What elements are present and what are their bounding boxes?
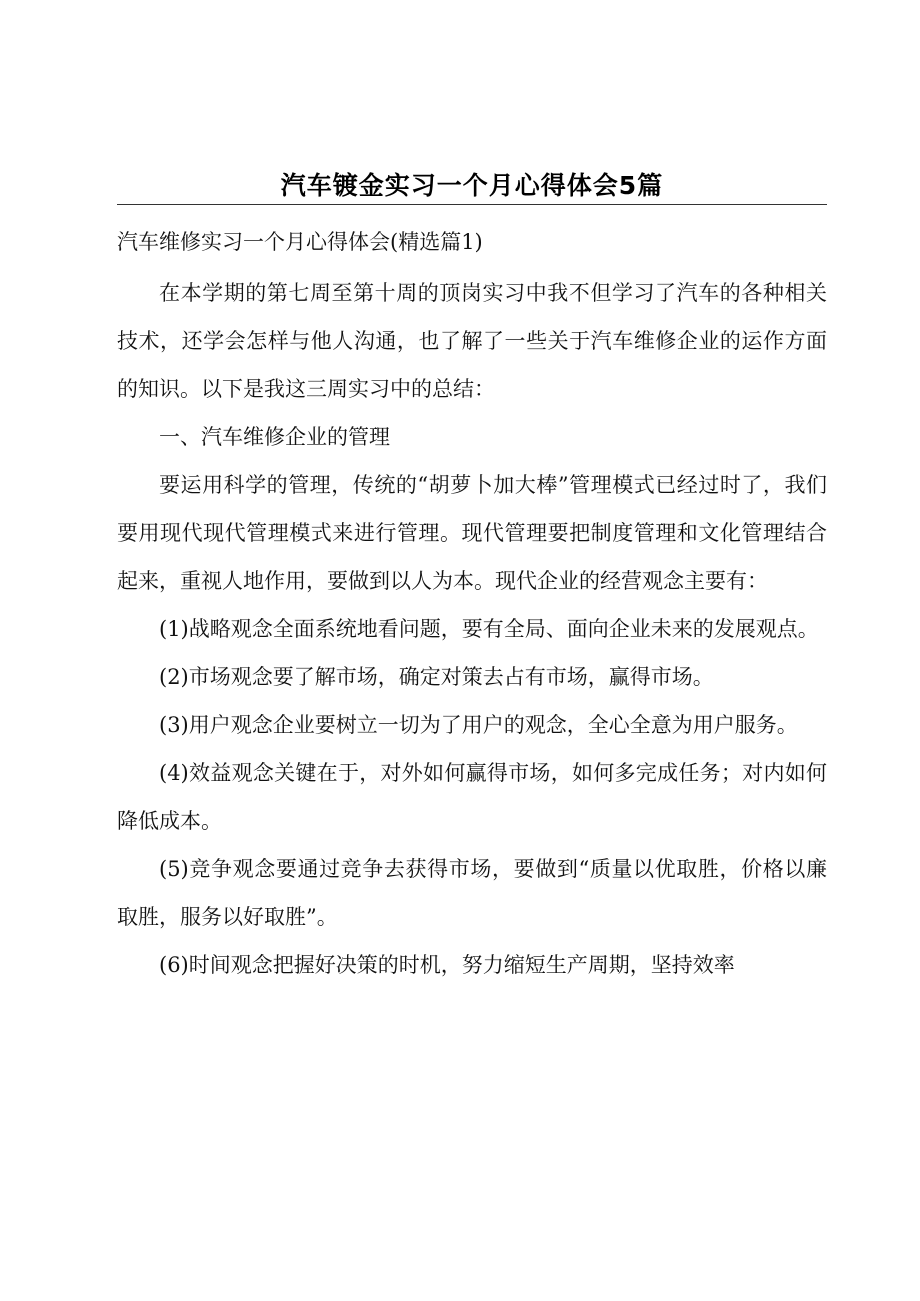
intro-paragraph: 在本学期的第七周至第十周的顶岗实习中我不但学习了汽车的各种相关技术，还学会怎样与他人沟通，也了解了一些关于汽车维修企业的运作方面的知识。以下是我这三周实习中的总结： xyxy=(117,281,827,401)
concept-market: (2)市场观念要了解市场，确定对策去占有市场，赢得市场。 xyxy=(159,665,714,689)
document-body xyxy=(117,220,827,989)
concept-benefit: (4)效益观念关键在于，对外如何赢得市场，如何多完成任务；对内如何降低成本。 xyxy=(117,761,827,833)
title-underline-rule xyxy=(117,204,827,205)
management-paragraph: 要运用科学的管理，传统的“胡萝卜加大棒”管理模式已经过时了，我们要用现代现代管理模式来进行管理。现代管理要把制度管理和文化管理结合起来，重视人地作用，要做到以人为本。现代企业的经营观念主要有： xyxy=(117,473,827,593)
section-heading-management: 一、汽车维修企业的管理 xyxy=(159,425,390,449)
concept-time: (6)时间观念把握好决策的时机，努力缩短生产周期，坚持效率 xyxy=(159,953,735,977)
document-title: 汽车镀金实习一个月心得体会5篇 xyxy=(280,171,664,200)
article-subtitle: 汽车维修实习一个月心得体会(精选篇1) xyxy=(117,230,483,254)
concept-competition: (5)竞争观念要通过竞争去获得市场，要做到“质量以优取胜，价格以廉取胜，服务以好取胜”。 xyxy=(117,857,827,929)
concept-customer: (3)用户观念企业要树立一切为了用户的观念，全心全意为用户服务。 xyxy=(159,713,798,737)
concept-strategy: (1)战略观念全面系统地看问题，要有全局、面向企业未来的发展观点。 xyxy=(159,617,819,641)
